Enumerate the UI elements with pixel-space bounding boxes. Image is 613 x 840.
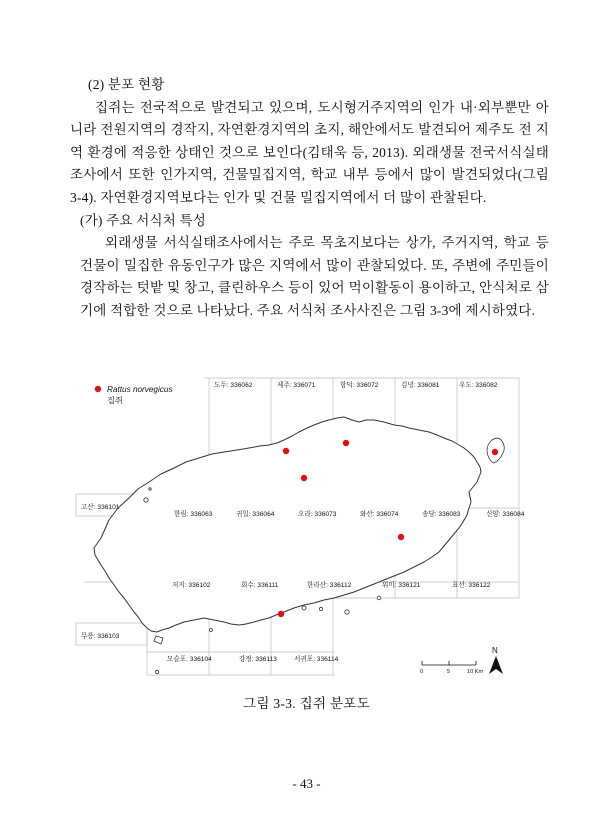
legend-record-dot [95, 386, 101, 392]
north-arrow-icon [489, 646, 503, 674]
sheet-label: 위미: 336121 [382, 582, 421, 589]
record-dot [343, 440, 349, 446]
sheet-label: 서귀포: 336114 [294, 656, 339, 663]
sheet-label: 오라: 336073 [298, 511, 337, 518]
figure-caption: 그림 3-3. 집쥐 분포도 [243, 696, 370, 711]
sheet-label: 강정: 336113 [239, 656, 277, 663]
record-dot [283, 448, 289, 454]
sheet-label: 우도: 336082 [459, 382, 498, 389]
body-text [70, 74, 549, 323]
sheet-label: 회수: 336111 [241, 582, 279, 589]
sheet-label: 송당: 336083 [422, 511, 461, 518]
legend-common-name: 집쥐 [107, 396, 123, 405]
distribution-map [74, 370, 539, 690]
record-dot [398, 534, 404, 540]
sheet-label: 제주: 336071 [277, 382, 316, 389]
sheet-label: 신양: 336084 [486, 511, 525, 518]
sheet-label: 저지: 336102 [172, 582, 211, 589]
sheet-label: 무릉: 336103 [81, 633, 120, 640]
north-label: N [492, 646, 498, 655]
sheet-label: 한림: 336063 [174, 511, 213, 518]
sheet-label: 한라산: 336112 [307, 582, 352, 589]
subsection-heading: (가) 주요 서식처 특성 [80, 212, 207, 228]
section-heading: (2) 분포 현황 [88, 77, 165, 92]
sheet-label: 김녕: 336081 [401, 382, 440, 389]
page-number: - 43 - [292, 776, 321, 791]
sheet-label: 모슬포: 336104 [167, 656, 212, 663]
sheet-label: 표선: 336122 [452, 582, 491, 589]
scale-tick-0: 0 [420, 669, 424, 675]
sheet-label: 귀일: 336064 [236, 511, 275, 518]
legend-species-name: Rattus norvegicus [107, 385, 173, 394]
sheet-label: 고산: 336101 [81, 504, 120, 511]
scale-tick-5: 5 [447, 669, 451, 675]
sheet-label: 함덕: 336072 [340, 382, 379, 389]
paragraph-habitat: 외래생물 서식실태조사에서는 주로 목초지보다는 상가, 주거지역, 학교 등 건물이 밀집한 유동인구가 많은 지역에서 많이 관찰되었다. 또, 주변에 주민들이 경작하는 텃밭 및 창고, 클린하우스 등이 있어 먹이활동이 용이하고, 안식처로 삼기에 적합한 것으로 나타났다. 주요 서식처 조사사진은 그림 3-3에 제시하였다. [80, 235, 549, 318]
record-dot [301, 475, 307, 481]
sheet-label: 도두: 336062 [214, 382, 253, 389]
record-dot [492, 449, 498, 455]
map-legend [95, 385, 173, 405]
sheet-label: 와산: 336074 [360, 511, 399, 518]
record-dot [278, 611, 284, 617]
scale-tick-10: 10 Km [467, 669, 484, 675]
paragraph-distribution: 집쥐는 전국적으로 발견되고 있으며, 도시형거주지역의 인가 내·외부뿐만 아니라 전원지역의 경작지, 자연환경지역의 초지, 해안에서도 발견되어 제주도 전 지역 환경에 적응한 상태인 것으로 보인다(김태욱 등, 2013). 외래생물 전국서식실태조사에서 또한 인가지역, 건물밀집지역, 학교 내부 등에서 많이 발견되었다(그림 3-4). 자연환경지역보다는 인가 및 건물 밀집지역에서 더 많이 관찰된다. [70, 99, 549, 205]
scale-bar [420, 661, 484, 675]
